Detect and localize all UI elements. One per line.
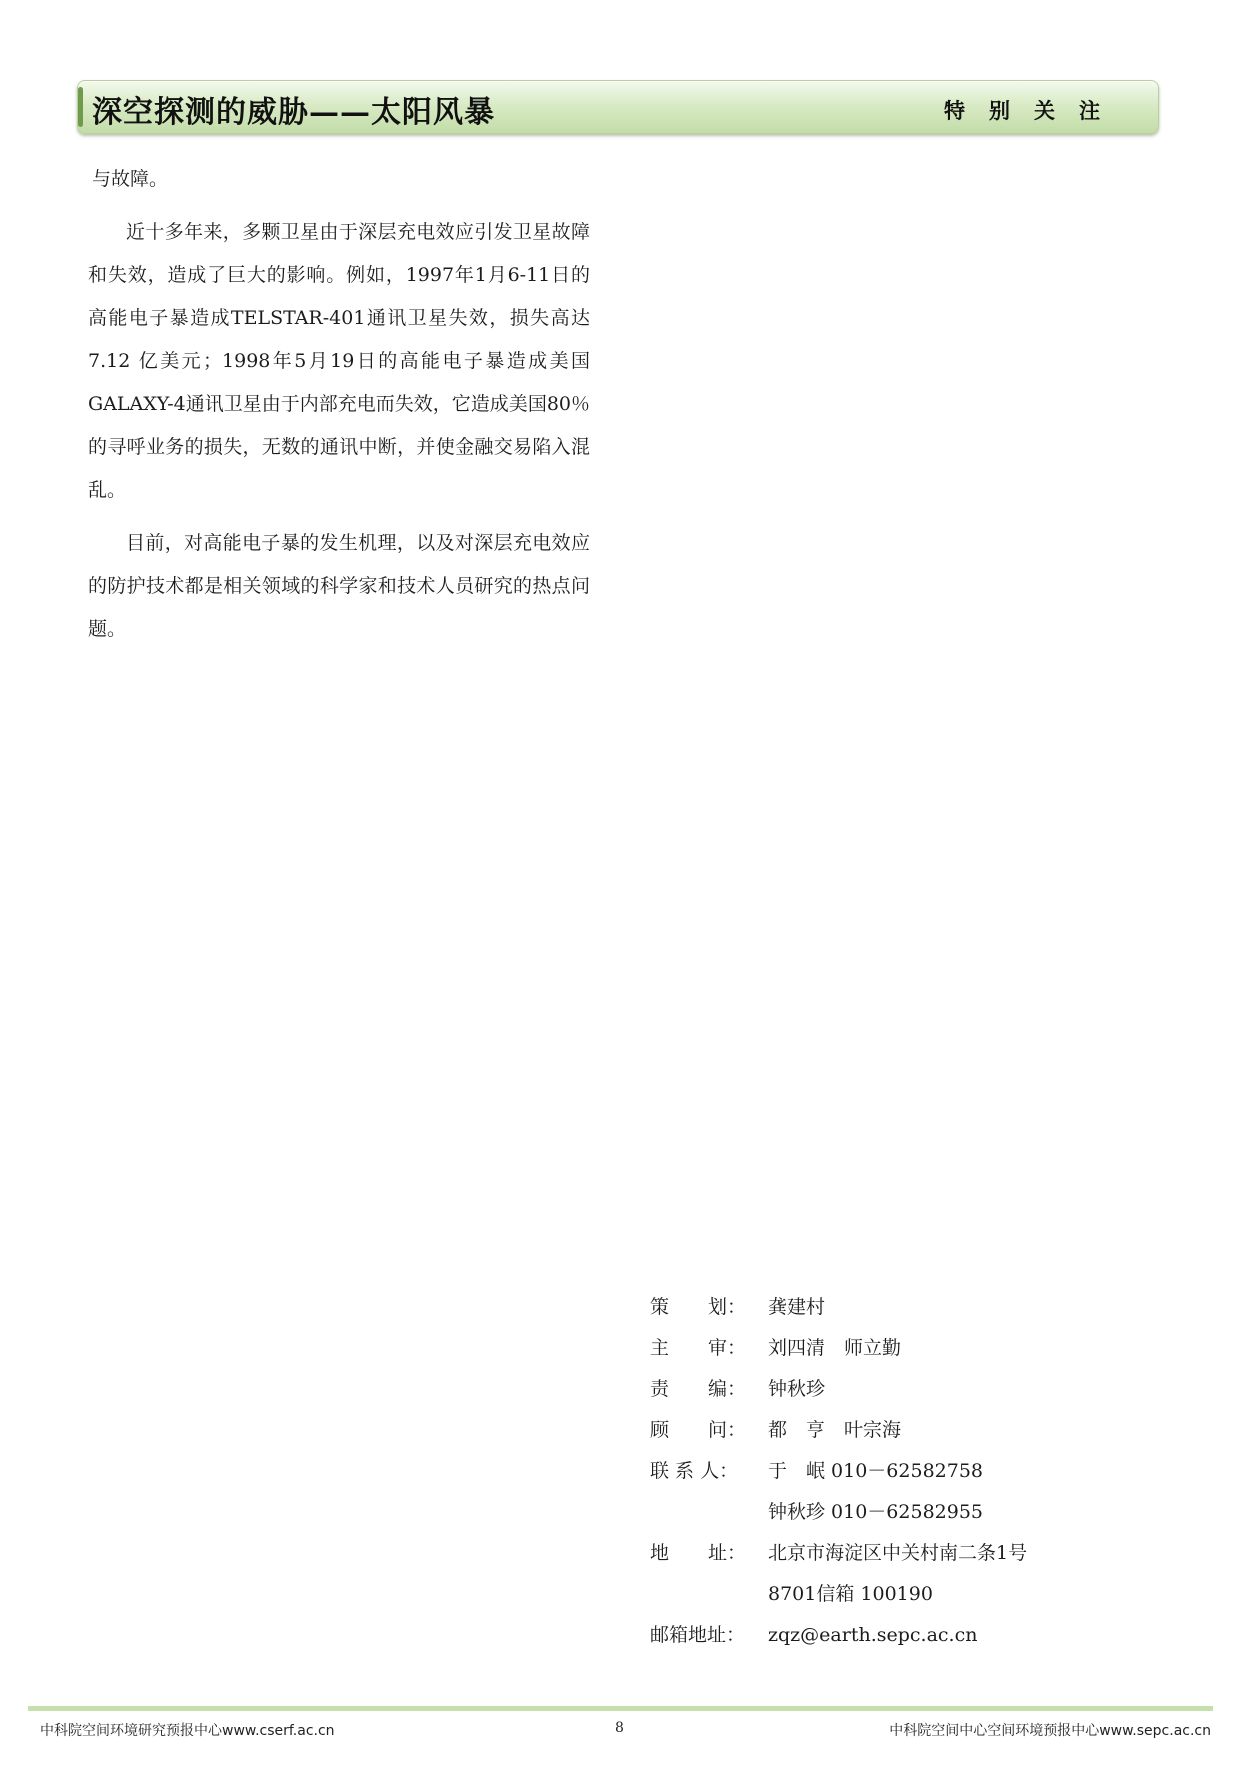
credit-value: 北京市海淀区中关村南二条1号 — [768, 1542, 1028, 1564]
footer-divider — [28, 1706, 1213, 1711]
credit-row-review — [650, 1328, 1027, 1369]
article-body — [88, 158, 590, 661]
credit-value: 龚建村 — [768, 1296, 826, 1318]
credit-row-contact — [650, 1451, 1027, 1492]
credit-row-address-2 — [650, 1574, 1027, 1615]
page-number: 8 — [615, 1720, 624, 1736]
credit-row-contact-2 — [650, 1492, 1027, 1533]
credit-row-email — [650, 1615, 1027, 1656]
header-accent-bar — [78, 87, 83, 127]
credit-value: 钟秋珍 010－62582955 — [768, 1501, 984, 1523]
email-address[interactable]: zqz@earth.sepc.ac.cn — [768, 1624, 978, 1646]
credit-row-advisor — [650, 1410, 1027, 1451]
credit-label: 联 系 人： — [650, 1460, 739, 1482]
credit-value: 8701信箱 100190 — [768, 1583, 933, 1605]
credit-value: 于 岷 010－62582758 — [768, 1460, 984, 1482]
credit-row-planning — [650, 1287, 1027, 1328]
section-label: 特别关注 — [944, 99, 1124, 123]
page-title: 深空探测的威胁——太阳风暴 — [92, 95, 495, 130]
article-paragraph: 与故障。 — [92, 168, 169, 190]
article-paragraph: 目前，对高能电子暴的发生机理，以及对深层充电效应的防护技术都是相关领域的科学家和技术人员研究的热点问题。 — [88, 532, 590, 640]
credit-value: 都 亨 叶宗海 — [768, 1419, 902, 1441]
footer-right-text[interactable]: 中科院空间中心空间环境预报中心www.sepc.ac.cn — [889, 1723, 1211, 1739]
article-paragraph: 近十多年来，多颗卫星由于深层充电效应引发卫星故障和失效，造成了巨大的影响。例如，1997年1月6-11日的高能电子暴造成TELSTAR-401通讯卫星失效，损失高达7.12 亿美元；1998年5月19日的高能电子暴造成美国GALAXY-4通讯卫星由于内部充电而失效，它造成美国80％的寻呼业务的损失，无数的通讯中断，并使金融交易陷入混乱。 — [88, 221, 590, 501]
credit-value: 刘四清 师立勤 — [768, 1337, 902, 1359]
credit-row-editor — [650, 1369, 1027, 1410]
credits-block — [650, 1287, 1027, 1656]
credit-label: 责 编： — [650, 1378, 746, 1400]
credit-label: 邮箱地址： — [650, 1624, 746, 1646]
credit-row-address — [650, 1533, 1027, 1574]
credit-label: 地 址： — [650, 1542, 746, 1564]
credit-label: 主 审： — [650, 1337, 746, 1359]
credit-label: 策 划： — [650, 1296, 746, 1318]
credit-label: 顾 问： — [650, 1419, 746, 1441]
footer-left-text[interactable]: 中科院空间环境研究预报中心www.cserf.ac.cn — [40, 1723, 335, 1739]
credit-value: 钟秋珍 — [768, 1378, 826, 1400]
page-header-banner — [77, 80, 1159, 134]
